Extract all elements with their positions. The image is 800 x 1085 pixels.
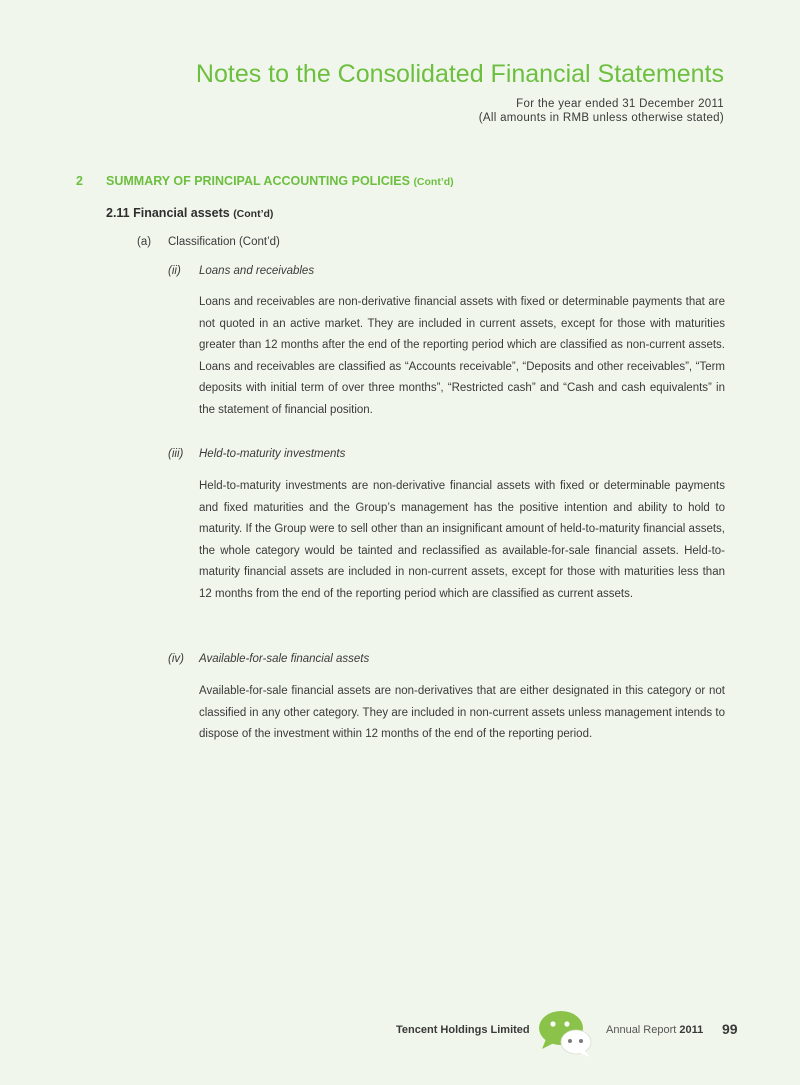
footer-company: Tencent Holdings Limited [396,1024,530,1036]
item-title: Loans and receivables [199,265,315,277]
item-title: Held-to-maturity investments [199,448,346,460]
subsection-title: 2.11 Financial assets [106,206,230,220]
wechat-logo-icon [536,1008,596,1058]
footer-report [606,1024,703,1036]
logo-small-bubble [561,1030,591,1054]
section-title: SUMMARY OF PRINCIPAL ACCOUNTING POLICIES [106,174,410,188]
footer-report-year: 2011 [679,1024,704,1036]
section-number: 2 [76,174,83,188]
subsection-heading [106,206,273,220]
amounts-basis: (All amounts in RMB unless otherwise stated) [478,112,724,124]
page-number: 99 [722,1021,738,1037]
subsection-contd: (Cont’d) [233,208,274,220]
item-number: (ii) [168,265,181,277]
item-title: Available-for-sale financial assets [199,653,370,665]
item-body: Held-to-maturity investments are non-derivative financial assets with fixed or determinable payments and fixed maturities and the Group’s management has the positive intention and ability to hold to maturity. If the Group were to sell other than an insignificant amount of held-to-maturity financial assets, the whole category would be tainted and reclassified as available-for-sale financial assets. Held-to-maturity financial assets are included in non-current assets, except for those with maturities less than 12 months from the end of the reporting period which are classified as current assets. [199,480,725,600]
section-heading [106,174,454,188]
section-contd: (Cont’d) [413,176,454,188]
item-number: (iv) [168,653,184,665]
item-number: (iii) [168,448,184,460]
item-body: Loans and receivables are non-derivative financial assets with fixed or determinable payments that are not quoted in an active market. They are included in current assets, except for those with maturities greater than 12 months after the end of the reporting period which are classified as non-current assets. Loans and receivables are classified as “Accounts receivable”, “Deposits and other receivables”, “Term deposits with initial term of over three months”, “Restricted cash” and “Cash and cash equivalents” in the statement of financial position. [199,296,725,416]
item-body: Available-for-sale financial assets are non-derivatives that are either designated in this category or not classified in any other category. They are included in non-current assets unless management intends to dispose of the investment within 12 months of the end of the reporting period. [199,685,725,740]
footer-report-label: Annual Report [606,1024,677,1036]
paragraph-label: Classification (Cont’d) [168,236,280,248]
reporting-period: For the year ended 31 December 2011 [516,98,724,110]
paragraph-marker: (a) [137,236,152,248]
page-title: Notes to the Consolidated Financial Statements [195,60,724,88]
